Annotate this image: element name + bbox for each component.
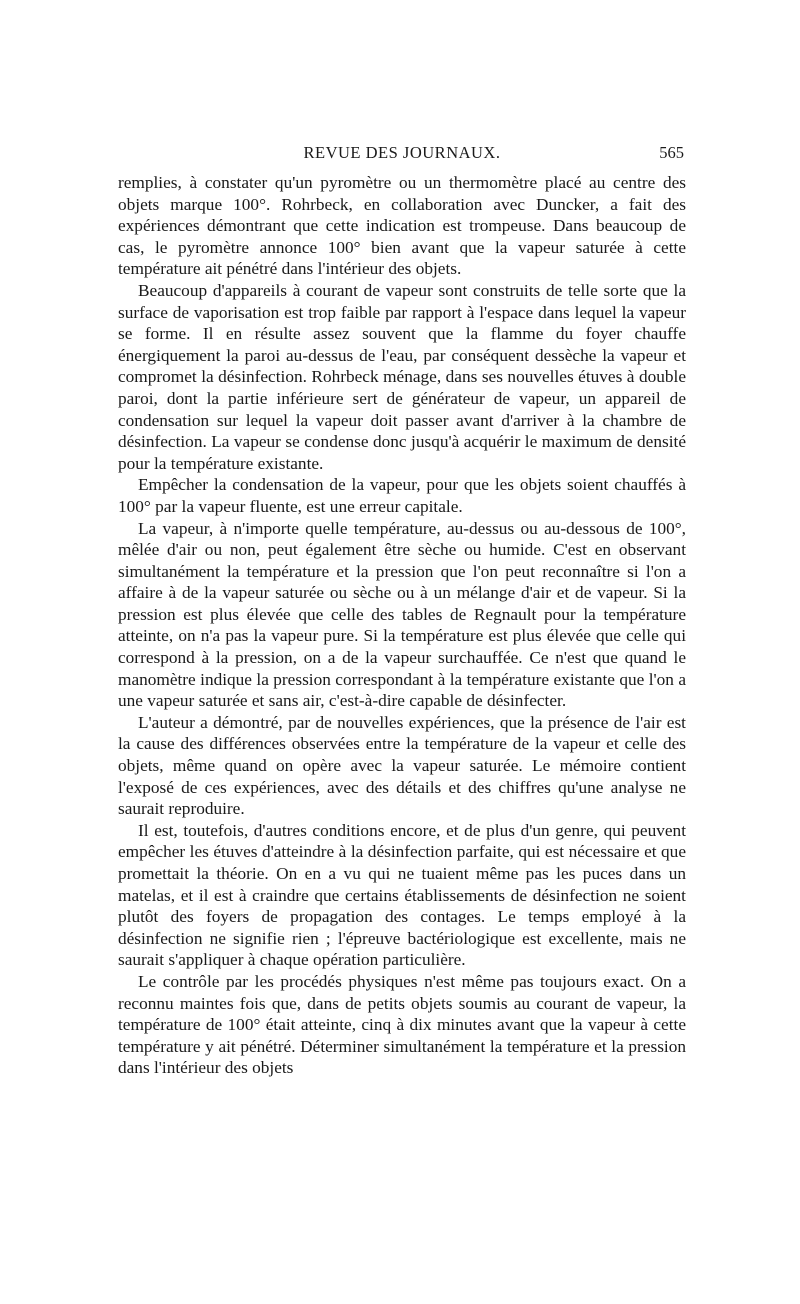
running-title: REVUE DES JOURNAUX. <box>303 143 501 162</box>
page-header <box>118 140 686 166</box>
paragraph: Il est, toutefois, d'autres conditions encore, et de plus d'un genre, qui peuvent empêcher les étuves d'atteindre à la désinfection parfaite, qui est nécessaire et que promettait la théorie. On en a vu qui ne tuaient même pas les puces dans un matelas, et il est à craindre que certains établissements de désinfection ne soient plutôt des foyers de propagation des contages. Le temps employé à la désinfection ne signifie rien ; l'épreuve bactériologique est excellente, mais ne saurait s'appliquer à chaque opération particulière. <box>118 820 686 970</box>
paragraph: La vapeur, à n'importe quelle température, au-dessus ou au-dessous de 100°, mêlée d'air ou non, peut également être sèche ou humide. C'est en observant simultanément la température et la pression que l'on peut reconnaître si l'on a affaire à de la vapeur saturée ou sèche ou à un mélange d'air et de vapeur. Si la pression est plus élevée que celle des tables de Regnault pour la température atteinte, on n'a pas la vapeur pure. Si la température est plus élevée que celle qui correspond à la pression, on a de la vapeur surchauffée. Ce n'est que quand le manomètre indique la pression correspondant à la température existante que l'on a une vapeur saturée et sans air, c'est-à-dire capable de désinfecter. <box>118 518 686 711</box>
article-body <box>118 172 686 1079</box>
paragraph: Le contrôle par les procédés physiques n'est même pas toujours exact. On a reconnu maintes fois que, dans de petits objets soumis au courant de vapeur, la température de 100° était atteinte, cinq à dix minutes avant que la vapeur à cette température y ait pénétré. Déterminer simultanément la température et la pression dans l'intérieur des objets <box>118 971 686 1078</box>
document-page <box>118 140 686 1079</box>
paragraph: Empêcher la condensation de la vapeur, pour que les objets soient chauffés à 100° par la vapeur fluente, est une erreur capitale. <box>118 475 686 516</box>
paragraph: Beaucoup d'appareils à courant de vapeur sont construits de telle sorte que la surface de vaporisation est trop faible par rapport à l'espace dans lequel la vapeur se forme. Il en résulte assez souvent que la flamme du foyer chauffe énergiquement la paroi au-dessus de l'eau, par conséquent dessèche la vapeur et compromet la désinfection. Rohrbeck ménage, dans ses nouvelles étuves à double paroi, dont la partie inférieure sert de générateur de vapeur, un appareil de condensation sur lequel la vapeur doit passer avant d'arriver à la chambre de désinfection. La vapeur se condense donc jusqu'à acquérir le maximum de densité pour la température existante. <box>118 280 686 473</box>
paragraph: remplies, à constater qu'un pyromètre ou un thermomètre placé au centre des objets marque 100°. Rohrbeck, en collaboration avec Duncker, a fait des expériences démontrant que cette indication est trompeuse. Dans beaucoup de cas, le pyromètre annonce 100° bien avant que la vapeur saturée à cette température ait pénétré dans l'intérieur des objets. <box>118 173 686 279</box>
paragraph: L'auteur a démontré, par de nouvelles expériences, que la présence de l'air est la cause des différences observées entre la température de la vapeur et celle des objets, même quand on opère avec la vapeur saturée. Le mémoire contient l'exposé de ces expériences, avec des détails et des chiffres qu'une analyse ne saurait reproduire. <box>118 712 686 819</box>
page-number: 565 <box>659 143 684 162</box>
